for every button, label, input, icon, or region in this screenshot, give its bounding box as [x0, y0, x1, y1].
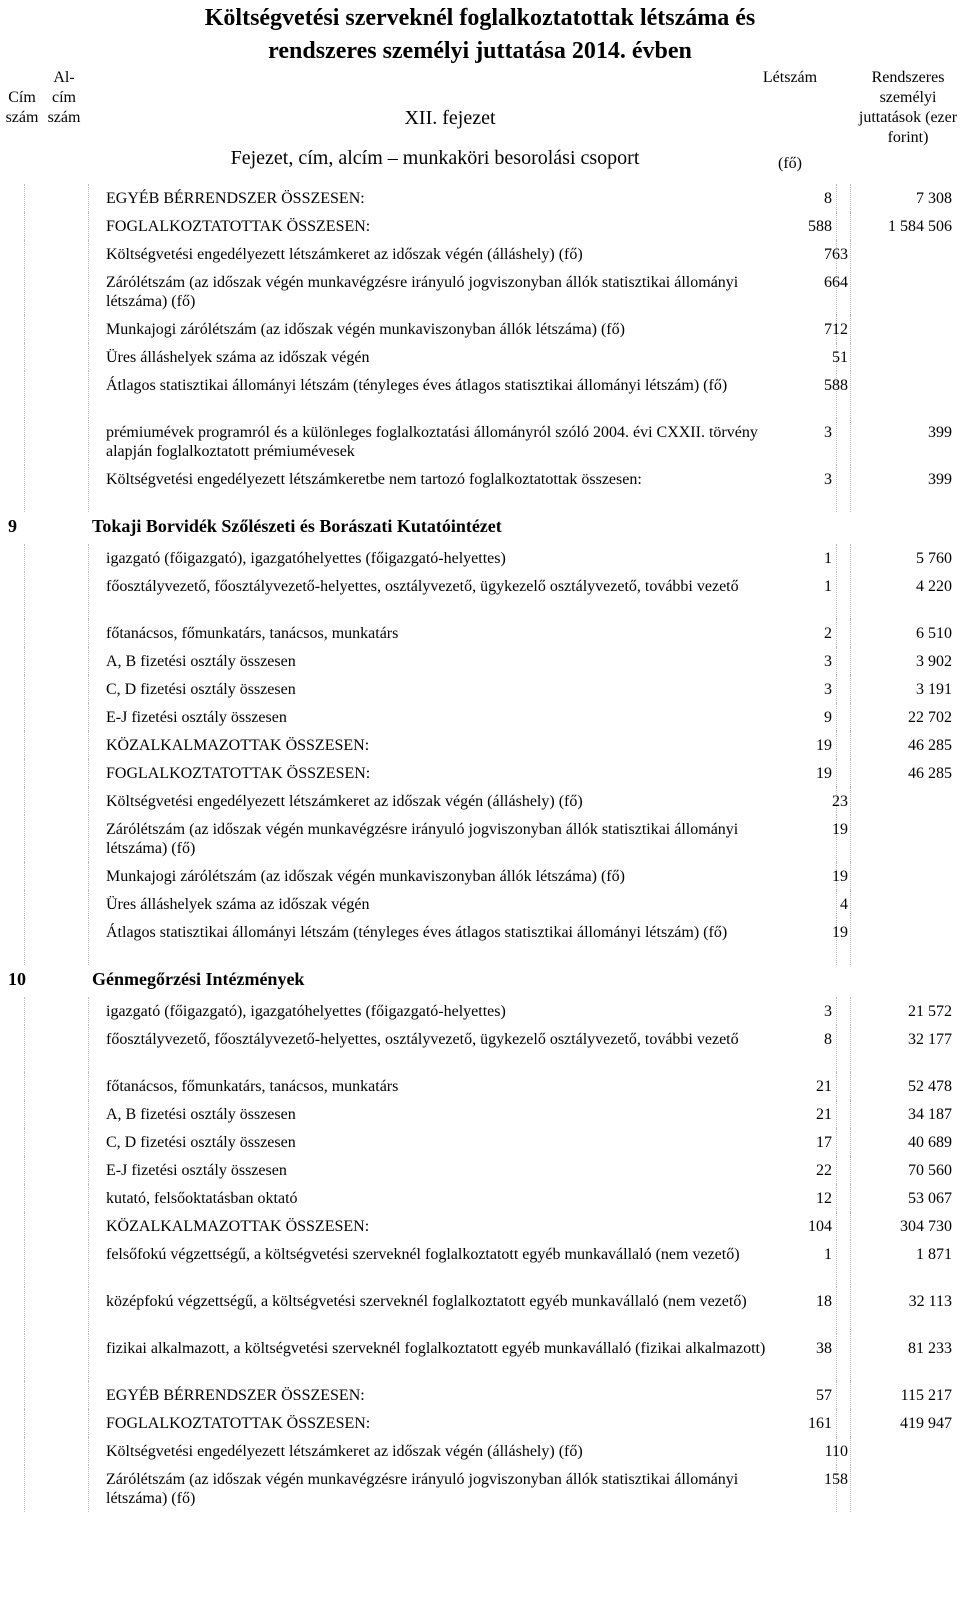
column-divider: [88, 1240, 89, 1287]
column-divider: [836, 544, 837, 572]
column-divider: [88, 759, 89, 787]
table-row: [0, 1212, 960, 1240]
column-divider: [88, 465, 89, 512]
row-label: FOGLALKOZTATOTTAK ÖSSZESEN:: [106, 218, 371, 235]
column-divider: [24, 212, 25, 240]
column-divider: [24, 675, 25, 703]
row-label: A, B fizetési osztály összesen: [106, 653, 296, 670]
row-amount: 53 067: [908, 1190, 952, 1207]
column-divider: [850, 862, 851, 890]
column-divider: [88, 1381, 89, 1409]
row-label: C, D fizetési osztály összesen: [106, 1134, 296, 1151]
header-alcim: Al- cím szám: [47, 69, 81, 126]
row-amount: 399: [928, 424, 952, 441]
column-divider: [850, 343, 851, 371]
column-divider: [88, 862, 89, 890]
row-count: 8: [824, 1031, 832, 1048]
group-name: Génmegőrzési Intézmények: [92, 969, 305, 989]
column-divider: [24, 268, 25, 315]
column-divider: [836, 1025, 837, 1072]
column-divider: [836, 1212, 837, 1240]
summary-rows: [0, 184, 960, 512]
row-count: 1: [824, 550, 832, 567]
row-count: 21: [816, 1078, 832, 1095]
table-row: [0, 1437, 960, 1465]
row-amount: 419 947: [900, 1415, 952, 1432]
row-count: 19: [816, 765, 832, 782]
table-row: [0, 703, 960, 731]
table-row: [0, 890, 960, 918]
column-divider: [88, 1184, 89, 1212]
column-divider: [24, 787, 25, 815]
column-divider: [836, 647, 837, 675]
row-amount: 7 308: [916, 190, 952, 207]
column-divider: [88, 1287, 89, 1334]
column-divider: [88, 240, 89, 268]
column-divider: [850, 890, 851, 918]
group-10-rows: [0, 997, 960, 1512]
row-label: igazgató (főigazgató), igazgatóhelyettes (főigazgató-helyettes): [106, 550, 506, 567]
column-divider: [24, 184, 25, 212]
table-row: [0, 1409, 960, 1437]
row-label: Zárólétszám (az időszak végén munkavégzésre irányuló jogviszonyban állók statisztikai állományi létszáma) (fő): [106, 1471, 739, 1507]
column-divider: [24, 1465, 25, 1512]
column-divider: [24, 1437, 25, 1465]
row-label: középfokú végzettségű, a költségvetési szerveknél foglalkoztatott egyéb munkavállaló (nem vezető): [106, 1293, 747, 1310]
row-label: E-J fizetési osztály összesen: [106, 1162, 287, 1179]
column-divider: [88, 315, 89, 343]
column-divider: [850, 371, 851, 418]
table-row: [0, 1287, 960, 1334]
table-row: [0, 731, 960, 759]
column-divider: [88, 268, 89, 315]
table-row: [0, 465, 960, 512]
column-divider: [836, 619, 837, 647]
column-divider: [24, 371, 25, 418]
row-count: 3: [824, 471, 832, 488]
group-9-rows: [0, 544, 960, 965]
column-divider: [836, 1381, 837, 1409]
column-divider: [850, 918, 851, 965]
row-count: 3: [824, 653, 832, 670]
row-label: Költségvetési engedélyezett létszámkeret az időszak végén (álláshely) (fő): [106, 246, 583, 263]
column-divider: [88, 371, 89, 418]
column-divider: [88, 1156, 89, 1184]
column-divider: [24, 619, 25, 647]
header-fejezet: XII. fejezet: [404, 107, 496, 129]
table-row: [0, 418, 960, 465]
row-label: Átlagos statisztikai állományi létszám (tényleges éves átlagos statisztikai állományi létszám) (fő): [106, 924, 728, 941]
column-divider: [24, 1025, 25, 1072]
column-divider: [88, 1465, 89, 1512]
table-row: [0, 1334, 960, 1381]
row-label: KÖZALKALMAZOTTAK ÖSSZESEN:: [106, 1218, 370, 1235]
table-row: [0, 918, 960, 965]
column-divider: [24, 1240, 25, 1287]
row-amount: 6 510: [916, 625, 952, 642]
column-divider: [88, 619, 89, 647]
row-label: FOGLALKOZTATOTTAK ÖSSZESEN:: [106, 1415, 371, 1432]
row-count: 18: [816, 1293, 832, 1310]
column-divider: [88, 212, 89, 240]
row-count: 8: [824, 190, 832, 207]
row-label: Átlagos statisztikai állományi létszám (tényleges éves átlagos statisztikai állományi létszám) (fő): [106, 377, 728, 394]
row-label: FOGLALKOZTATOTTAK ÖSSZESEN:: [106, 765, 371, 782]
column-divider: [24, 703, 25, 731]
row-label: főtanácsos, főmunkatárs, tanácsos, munkatárs: [106, 625, 399, 642]
column-divider: [88, 544, 89, 572]
column-divider: [836, 997, 837, 1025]
row-count: 57: [816, 1387, 832, 1404]
row-label: Zárólétszám (az időszak végén munkavégzésre irányuló jogviszonyban állók statisztikai állományi létszáma) (fő): [106, 821, 739, 857]
table-row: [0, 268, 960, 315]
column-divider: [24, 1409, 25, 1437]
row-count: 19: [832, 821, 848, 838]
row-amount: 46 285: [908, 737, 952, 754]
row-label: Munkajogi zárólétszám (az időszak végén munkaviszonyban állók létszáma) (fő): [106, 868, 625, 885]
column-divider: [88, 1409, 89, 1437]
row-count: 51: [832, 349, 848, 366]
row-label: felsőfokú végzettségű, a költségvetési szerveknél foglalkoztatott egyéb munkavállaló (nem vezető): [106, 1246, 740, 1263]
column-divider: [88, 787, 89, 815]
column-divider: [88, 1212, 89, 1240]
group-number: 9: [8, 516, 17, 536]
row-label: főosztályvezető, főosztályvezető-helyettes, osztályvezető, ügykezelő osztályvezető, további vezető: [106, 1031, 739, 1048]
row-count: 161: [808, 1415, 832, 1432]
page-title: [0, 0, 960, 64]
title-line-1: Költségvetési szerveknél foglalkoztatottak létszáma és: [204, 5, 756, 31]
row-amount: 1 871: [916, 1246, 952, 1263]
table-row: [0, 862, 960, 890]
row-count: 664: [824, 274, 848, 291]
column-divider: [24, 815, 25, 862]
column-divider: [24, 544, 25, 572]
column-divider: [24, 1381, 25, 1409]
table-row: [0, 1100, 960, 1128]
row-count: 1: [824, 578, 832, 595]
table-row: [0, 212, 960, 240]
column-divider: [24, 918, 25, 965]
column-divider: [88, 1025, 89, 1072]
row-label: C, D fizetési osztály összesen: [106, 681, 296, 698]
column-divider: [24, 240, 25, 268]
column-divider: [24, 862, 25, 890]
column-divider: [850, 1437, 851, 1465]
row-label: Költségvetési engedélyezett létszámkeret az időszak végén (álláshely) (fő): [106, 1443, 583, 1460]
group-9-header: [0, 512, 960, 544]
row-label: Költségvetési engedélyezett létszámkeret az időszak végén (álláshely) (fő): [106, 793, 583, 810]
column-divider: [24, 465, 25, 512]
column-divider: [836, 418, 837, 465]
column-divider: [850, 315, 851, 343]
column-divider: [24, 1334, 25, 1381]
row-count: 588: [808, 218, 832, 235]
row-label: fizikai alkalmazott, a költségvetési szerveknél foglalkoztatott egyéb munkavállaló (fizikai alkalmazott): [106, 1340, 766, 1357]
column-divider: [88, 890, 89, 918]
row-amount: 4 220: [916, 578, 952, 595]
column-divider: [836, 731, 837, 759]
column-divider: [24, 1212, 25, 1240]
table-row: [0, 1025, 960, 1072]
table-row: [0, 315, 960, 343]
header-fo: (fő): [778, 155, 802, 172]
column-divider: [88, 731, 89, 759]
table-row: [0, 647, 960, 675]
row-count: 712: [824, 321, 848, 338]
table-row: [0, 759, 960, 787]
column-divider: [24, 1156, 25, 1184]
row-count: 19: [832, 868, 848, 885]
table-row: [0, 544, 960, 572]
row-label: kutató, felsőoktatásban oktató: [106, 1190, 298, 1207]
row-count: 12: [816, 1190, 832, 1207]
row-count: 19: [816, 737, 832, 754]
row-amount: 5 760: [916, 550, 952, 567]
row-amount: 52 478: [908, 1078, 952, 1095]
column-divider: [24, 1287, 25, 1334]
table-row: [0, 371, 960, 418]
row-count: 110: [824, 1443, 848, 1460]
row-amount: 115 217: [900, 1387, 952, 1404]
table-row: [0, 1381, 960, 1409]
row-label: Költségvetési engedélyezett létszámkeretbe nem tartozó foglalkoztatottak összesen:: [106, 471, 642, 488]
column-divider: [836, 184, 837, 212]
column-divider: [850, 240, 851, 268]
column-divider: [24, 759, 25, 787]
column-divider: [850, 268, 851, 315]
column-divider: [836, 1072, 837, 1100]
row-amount: 32 177: [908, 1031, 952, 1048]
row-label: KÖZALKALMAZOTTAK ÖSSZESEN:: [106, 737, 370, 754]
column-divider: [836, 1240, 837, 1287]
row-count: 2: [824, 625, 832, 642]
header-juttatas: Rendszeres személyi juttatások (ezer forint): [858, 69, 958, 146]
column-divider: [836, 1184, 837, 1212]
column-divider: [24, 1072, 25, 1100]
row-count: 19: [832, 924, 848, 941]
header-cim: Cím szám: [5, 89, 39, 126]
table-row: [0, 343, 960, 371]
column-divider: [836, 1287, 837, 1334]
row-amount: 34 187: [908, 1106, 952, 1123]
row-count: 17: [816, 1134, 832, 1151]
row-label: főtanácsos, főmunkatárs, tanácsos, munkatárs: [106, 1078, 399, 1095]
row-label: Üres álláshelyek száma az időszak végén: [106, 896, 370, 913]
column-divider: [24, 1100, 25, 1128]
group-number: 10: [8, 969, 26, 989]
column-divider: [836, 1334, 837, 1381]
row-count: 21: [816, 1106, 832, 1123]
column-divider: [836, 572, 837, 619]
table-row: [0, 1072, 960, 1100]
column-divider: [88, 703, 89, 731]
column-divider: [24, 315, 25, 343]
column-divider: [88, 1128, 89, 1156]
row-amount: 3 902: [916, 653, 952, 670]
column-divider: [88, 997, 89, 1025]
title-line-2: rendszeres személyi juttatása 2014. évben: [268, 38, 692, 64]
row-count: 38: [816, 1340, 832, 1357]
row-amount: 1 584 506: [888, 218, 952, 235]
table-row: [0, 619, 960, 647]
table-row: [0, 997, 960, 1025]
row-label: EGYÉB BÉRRENDSZER ÖSSZESEN:: [106, 1387, 365, 1404]
table-header: [0, 64, 960, 184]
column-divider: [24, 572, 25, 619]
row-label: A, B fizetési osztály összesen: [106, 1106, 296, 1123]
table-row: [0, 787, 960, 815]
row-amount: 46 285: [908, 765, 952, 782]
header-letszam: Létszám: [762, 69, 818, 86]
column-divider: [88, 675, 89, 703]
column-divider: [836, 1409, 837, 1437]
column-divider: [24, 997, 25, 1025]
row-count: 9: [824, 709, 832, 726]
column-divider: [88, 418, 89, 465]
column-divider: [850, 787, 851, 815]
row-label: Üres álláshelyek száma az időszak végén: [106, 349, 370, 366]
header-description: Fejezet, cím, alcím – munkaköri besorolási csoport: [230, 147, 640, 169]
table-row: [0, 1156, 960, 1184]
column-divider: [836, 759, 837, 787]
column-divider: [88, 647, 89, 675]
row-count: 763: [824, 246, 848, 263]
row-count: 23: [832, 793, 848, 810]
row-label: igazgató (főigazgató), igazgatóhelyettes (főigazgató-helyettes): [106, 1003, 506, 1020]
row-amount: 3 191: [916, 681, 952, 698]
column-divider: [24, 1184, 25, 1212]
column-divider: [88, 1072, 89, 1100]
column-divider: [88, 572, 89, 619]
column-divider: [88, 184, 89, 212]
row-amount: 70 560: [908, 1162, 952, 1179]
column-divider: [836, 1100, 837, 1128]
column-divider: [850, 815, 851, 862]
column-divider: [24, 418, 25, 465]
row-count: 104: [808, 1218, 832, 1235]
column-divider: [88, 1334, 89, 1381]
row-amount: 32 113: [908, 1293, 952, 1310]
row-label: E-J fizetési osztály összesen: [106, 709, 287, 726]
column-divider: [88, 815, 89, 862]
row-count: 22: [816, 1162, 832, 1179]
row-label: Zárólétszám (az időszak végén munkavégzésre irányuló jogviszonyban állók statisztikai állományi létszáma) (fő): [106, 274, 739, 310]
table-row: [0, 572, 960, 619]
column-divider: [24, 731, 25, 759]
table-row: [0, 1128, 960, 1156]
row-count: 3: [824, 424, 832, 441]
column-divider: [836, 212, 837, 240]
row-label: főosztályvezető, főosztályvezető-helyettes, osztályvezető, ügykezelő osztályvezető, további vezető: [106, 578, 739, 595]
column-divider: [24, 890, 25, 918]
column-divider: [88, 343, 89, 371]
row-amount: 304 730: [900, 1218, 952, 1235]
group-name: Tokaji Borvidék Szőlészeti és Borászati Kutatóintézet: [92, 516, 502, 536]
column-divider: [88, 918, 89, 965]
group-10-header: [0, 965, 960, 997]
row-amount: 21 572: [908, 1003, 952, 1020]
table-row: [0, 1240, 960, 1287]
column-divider: [88, 1437, 89, 1465]
row-count: 588: [824, 377, 848, 394]
row-amount: 40 689: [908, 1134, 952, 1151]
row-label: prémiumévek programról és a különleges foglalkoztatási állományról szóló 2004. évi CXXII. törvény alapján foglalkoztatott prémiumévesek: [106, 424, 758, 460]
row-amount: 22 702: [908, 709, 952, 726]
table-row: [0, 815, 960, 862]
column-divider: [24, 647, 25, 675]
table-row: [0, 1184, 960, 1212]
row-count: 1: [824, 1246, 832, 1263]
row-amount: 399: [928, 471, 952, 488]
row-count: 158: [824, 1471, 848, 1488]
column-divider: [24, 343, 25, 371]
column-divider: [836, 1156, 837, 1184]
table-row: [0, 675, 960, 703]
table-row: [0, 184, 960, 212]
table-row: [0, 240, 960, 268]
row-label: EGYÉB BÉRRENDSZER ÖSSZESEN:: [106, 190, 365, 207]
column-divider: [836, 703, 837, 731]
column-divider: [836, 465, 837, 512]
column-divider: [88, 1100, 89, 1128]
table-row: [0, 1465, 960, 1512]
column-divider: [836, 675, 837, 703]
row-count: 4: [840, 896, 848, 913]
column-divider: [24, 1128, 25, 1156]
row-count: 3: [824, 1003, 832, 1020]
row-count: 3: [824, 681, 832, 698]
column-divider: [836, 1128, 837, 1156]
row-amount: 81 233: [908, 1340, 952, 1357]
row-label: Munkajogi zárólétszám (az időszak végén munkaviszonyban állók létszáma) (fő): [106, 321, 625, 338]
column-divider: [850, 1465, 851, 1512]
